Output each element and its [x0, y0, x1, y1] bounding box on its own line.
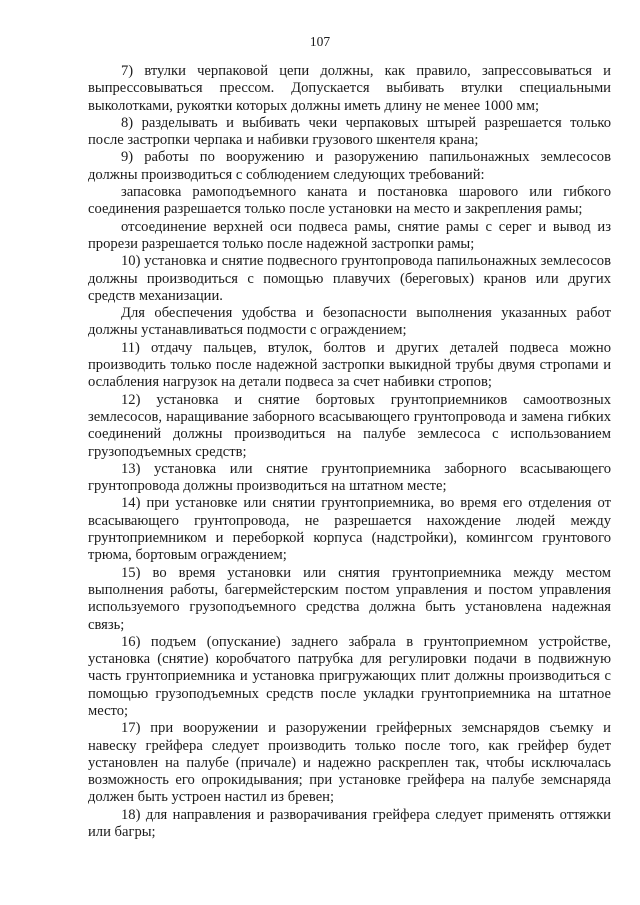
- paragraph-item-11: 11) отдачу пальцев, втулок, болтов и других деталей подвеса можно производить только после надежной застропки выкидной трубы двумя стропами и ослабления нагрузок на детали подвеса за счет набивки стропов;: [88, 339, 611, 391]
- paragraph-item-7: 7) втулки черпаковой цепи должны, как правило, запрессовываться и выпрессовываться прессом. Допускается выбивать втулки специальными выколотками, рукоятки которых должны иметь длину не менее 1000 мм;: [88, 63, 611, 114]
- paragraph-item-8: 8) разделывать и выбивать чеки черпаковых штырей разрешается только после застропки черпака и набивки грузового шкентеля крана;: [88, 114, 611, 149]
- paragraph-item-9: 9) работы по вооружению и разоружению папильонажных землесосов должны производиться с соблюдением следующих требований:: [88, 149, 611, 183]
- paragraph-scaffolding: Для обеспечения удобства и безопасности выполнения указанных работ должны устанавливаться подмости с ограждением;: [88, 305, 611, 339]
- paragraph-item-17: 17) при вооружении и разоружении грейферных земснарядов съемку и навеску грейфера следует производить только после того, как грейфер будет установлен на палубе (причале) и надежно раскреплен так, чтобы исключалась возможность его опрокидывания; при установке грейфера на палубе земснаряда должен быть устроен настил из бревен;: [88, 720, 611, 806]
- paragraph-item-15: 15) во время установки или снятия грунтоприемника между местом выполнения работы, багермейстерским постом управления и постом управления используемого грузоподъемного средства должна быть установлена надежная связь;: [88, 564, 611, 633]
- paragraph-item-13: 13) установка или снятие грунтоприемника заборного всасывающего грунтопровода должны производиться на штатном месте;: [88, 460, 611, 495]
- paragraph-subitem-axis: отсоединение верхней оси подвеса рамы, снятие рамы с серег и вывод из прорези разрешается только после надежной застропки рамы;: [88, 218, 611, 252]
- paragraph-item-10: 10) установка и снятие подвесного грунтопровода папильонажных землесосов должны производиться с помощью плавучих (береговых) кранов или других средств механизации.: [88, 253, 611, 304]
- paragraph-item-16: 16) подъем (опускание) заднего забрала в грунтоприемном устройстве, установка (снятие) коробчатого патрубка для регулировки подачи в подвижную часть грунтоприемника и установка пригружающих плит должны производиться с помощью грузоподъемных средств после укладки грунтоприемника на штатное место;: [88, 633, 611, 719]
- paragraph-item-12: 12) установка и снятие бортовых грунтоприемников самоотвозных землесосов, наращивание заборного всасывающего грунтопровода и замена гибких соединений должны производиться на палубе землесоса с использованием грузоподъемных средств;: [88, 391, 611, 460]
- document-body: [88, 63, 611, 841]
- paragraph-item-18: 18) для направления и разворачивания грейфера следует применять оттяжки или багры;: [88, 806, 611, 841]
- paragraph-subitem-rope: запасовка рамоподъемного каната и постановка шарового или гибкого соединения разрешается только после установки на место и закрепления рамы;: [88, 184, 611, 218]
- paragraph-item-14: 14) при установке или снятии грунтоприемника, во время его отделения от всасывающего грунтопровода, не разрешается нахождение людей между грунтоприемником и переборкой корпуса (надстройки), комингсом грунтового трюма, бортовым ограждением;: [88, 495, 611, 564]
- page-number: 107: [309, 34, 331, 49]
